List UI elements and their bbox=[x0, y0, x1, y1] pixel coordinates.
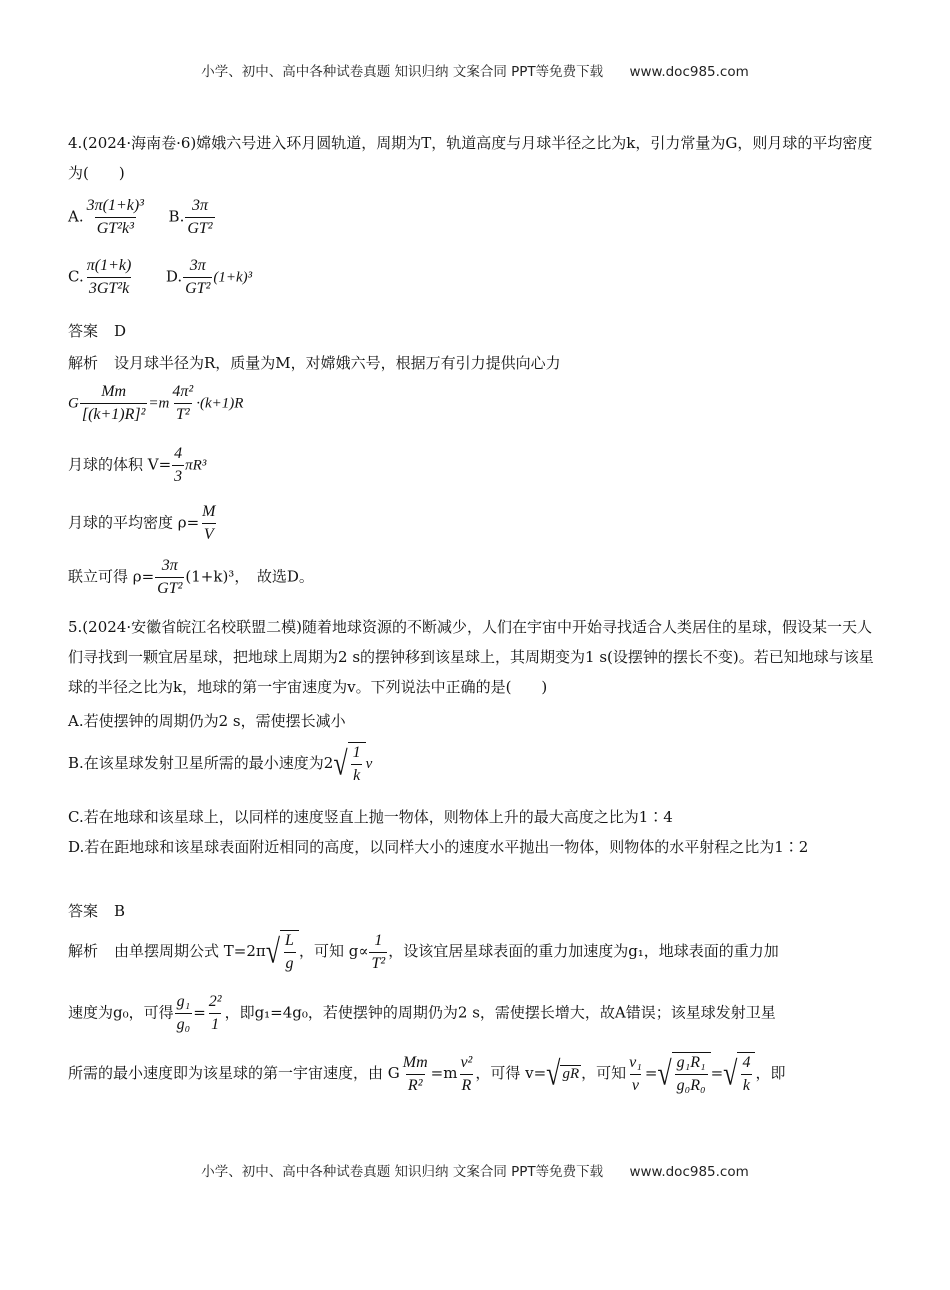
page-header bbox=[0, 60, 950, 80]
q4-volume-tail: πR³ bbox=[185, 457, 207, 474]
q4-option-b-fraction bbox=[185, 196, 214, 239]
q4-option-a-num: 3π(1+k)³ bbox=[86, 197, 144, 214]
q4-option-b-label: B. bbox=[168, 207, 185, 226]
q4-analysis-label: 解析 bbox=[68, 354, 99, 372]
q4-density-den: V bbox=[202, 523, 216, 545]
q4-option-b-den: GT² bbox=[185, 217, 214, 239]
footer-text: 小学、初中、高中各种试卷真题 知识归纳 文案合同 PPT等免费下载 bbox=[201, 1164, 604, 1180]
q4-options-cd bbox=[68, 256, 252, 299]
q5-a3-mid: ，可得 v= bbox=[475, 1064, 547, 1082]
q4-density-num: M bbox=[202, 503, 216, 520]
q4-result-line bbox=[68, 556, 314, 599]
q4-eq1-tail: ·(k+1)R bbox=[196, 395, 244, 412]
q5-a1-den2: T² bbox=[369, 952, 387, 974]
q5-a1-frac2 bbox=[369, 931, 387, 974]
q4-eq1-prefix: G bbox=[68, 395, 79, 412]
q4-density-frac bbox=[200, 502, 217, 545]
q5-option-b-den: k bbox=[351, 764, 362, 786]
q4-stem: 4.(2024·海南卷·6)嫦娥六号进入环月圆轨道，周期为T，轨道高度与月球半径之比为k，引力常量为G，则月球的平均密度为( ) bbox=[68, 134, 873, 182]
q4-volume-line bbox=[68, 444, 206, 487]
q5-a2-frac2 bbox=[207, 992, 224, 1035]
q4-option-c-fraction bbox=[85, 256, 134, 299]
q5-a1-den: g bbox=[284, 952, 296, 974]
q4-option-d-fraction bbox=[183, 256, 212, 299]
q5-a3-eq: =m bbox=[430, 1064, 458, 1082]
q5-a3-frac bbox=[401, 1053, 430, 1096]
q5-a2-num2: 2² bbox=[208, 993, 222, 1010]
q5-a3-num4: g₁R₁ bbox=[676, 1054, 706, 1071]
q5-a3-den2: R bbox=[460, 1074, 474, 1096]
q5-a2-num: g₁ bbox=[176, 993, 191, 1010]
q5-answer bbox=[68, 900, 125, 921]
q5-option-b-num: 1 bbox=[352, 744, 361, 761]
q5-analysis-label: 解析 bbox=[68, 942, 99, 960]
page-footer bbox=[0, 1160, 950, 1180]
footer-url[interactable]: www.doc985.com bbox=[629, 1164, 749, 1180]
q5-a3-frac3 bbox=[627, 1053, 644, 1096]
q5-a3-radical2: √ $\frac{\text{g₁R₁}}{\text{g₀R₀}}$ bbox=[657, 1052, 710, 1096]
q4-result-den: GT² bbox=[155, 577, 184, 599]
q5-option-b-prefix: B.在该星球发射卫星所需的最小速度为2 bbox=[68, 754, 334, 772]
q5-analysis-line1 bbox=[68, 930, 779, 974]
q5-a3-num5: 4 bbox=[742, 1054, 751, 1071]
q5-analysis-line2 bbox=[68, 992, 776, 1035]
q4-option-c-num: π(1+k) bbox=[86, 257, 132, 274]
q5-a3-tail: ，即 bbox=[755, 1064, 786, 1082]
q4-option-b-num: 3π bbox=[191, 197, 208, 214]
q4-option-d-tail: (1+k)³ bbox=[213, 269, 253, 286]
q4-option-c-label: C. bbox=[68, 267, 84, 286]
q4-eq1-frac bbox=[80, 382, 148, 425]
q4-result-tail: (1+k)³， 故选D。 bbox=[185, 567, 314, 586]
q4-option-c-den: 3GT²k bbox=[87, 277, 131, 299]
q5-answer-value: B bbox=[114, 902, 126, 920]
q5-a3-den4: g₀R₀ bbox=[675, 1074, 708, 1096]
q5-a1-mid: ，可知 g∝ bbox=[298, 942, 369, 960]
q4-density-line bbox=[68, 502, 218, 545]
q4-result-frac bbox=[155, 556, 184, 599]
q4-option-d-label: D. bbox=[165, 267, 183, 286]
q5-a3-rad-body: gR bbox=[562, 1066, 580, 1082]
q5-a3-prefix: 所需的最小速度即为该星球的第一宇宙速度，由 G bbox=[68, 1064, 400, 1082]
q5-a1-frac bbox=[283, 931, 296, 974]
header-url[interactable]: www.doc985.com bbox=[629, 64, 749, 80]
q5-option-d: D.若在距地球和该星球表面附近相同的高度，以同样大小的速度水平抛出一物体，则物体的水平射程之比为1∶2 bbox=[68, 838, 809, 856]
q5-a2-frac bbox=[175, 992, 193, 1035]
q4-equation-1 bbox=[68, 382, 243, 425]
q5-a3-frac2 bbox=[458, 1053, 474, 1096]
q4-analysis-line1 bbox=[68, 352, 561, 373]
q4-options-ab bbox=[68, 196, 216, 239]
q4-option-a-den: GT²k³ bbox=[95, 217, 136, 239]
q4-density-prefix: 月球的平均密度 ρ= bbox=[68, 513, 200, 532]
q4-eq1-frac2 bbox=[170, 382, 195, 425]
q5-a3-radical3: √ $\frac{4}{k}$ bbox=[723, 1052, 755, 1096]
q5-a2-tail: ，即g₁=4g₀，若使摆钟的周期仍为2 s，需使摆长增大，故A错误；该星球发射卫星 bbox=[224, 1003, 776, 1022]
q4-volume-frac bbox=[172, 444, 184, 487]
q4-volume-num: 4 bbox=[174, 445, 183, 462]
q5-a3-den: R² bbox=[406, 1074, 425, 1096]
q4-eq1-mid: =m bbox=[148, 395, 170, 412]
q5-a3-num: Mm bbox=[402, 1053, 428, 1071]
q5-option-b-frac bbox=[351, 743, 363, 786]
q4-answer-label: 答案 bbox=[68, 322, 99, 340]
q4-analysis-text: 设月球半径为R，质量为M，对嫦娥六号，根据万有引力提供向心力 bbox=[114, 354, 561, 372]
q4-eq1-num: Mm bbox=[101, 383, 127, 400]
q5-analysis-line3 bbox=[68, 1052, 785, 1096]
q5-a2-eq: = bbox=[193, 1003, 206, 1022]
q4-option-a-fraction bbox=[85, 196, 146, 239]
q5-a3-frac5 bbox=[740, 1053, 752, 1096]
q5-option-b-radical: √ $\frac{1}{k}$ bbox=[333, 742, 365, 786]
q4-volume-prefix: 月球的体积 V= bbox=[68, 455, 172, 474]
q4-result-prefix: 联立可得 ρ= bbox=[68, 567, 155, 586]
q4-eq1-den2: T² bbox=[174, 403, 192, 425]
q5-a3-mid2: ，可知 bbox=[581, 1064, 627, 1082]
q5-stem: 5.(2024·安徽省皖江名校联盟二模)随着地球资源的不断减少，人们在宇宙中开始寻找适合人类居住的星球，假设某一天人们寻找到一颗宜居星球，把地球上周期为2 s的摆钟移到该星球上，其周期变为1 s(设摆钟的摆长不变)。若已知地球与该星球的半径之比为k，地球的第一宇宙速度为v。下列说法中正确的是( ) bbox=[68, 618, 874, 696]
q4-option-a-label: A. bbox=[68, 207, 84, 226]
q5-a2-den2: 1 bbox=[209, 1013, 221, 1035]
q5-option-c: C.若在地球和该星球上，以同样的速度竖直上抛一物体，则物体上升的最大高度之比为1∶4 bbox=[68, 808, 673, 826]
q5-a3-num3: v₁ bbox=[629, 1053, 642, 1071]
q4-eq1-num2: 4π² bbox=[172, 383, 194, 400]
q5-a1-num2: 1 bbox=[374, 931, 383, 949]
q4-option-d-den: GT² bbox=[183, 277, 212, 299]
q4-answer bbox=[68, 320, 126, 341]
q5-a3-den5: k bbox=[741, 1074, 752, 1096]
q5-a3-den3: v bbox=[630, 1074, 641, 1096]
q5-option-a: A.若使摆钟的周期仍为2 s，需使摆长减小 bbox=[68, 712, 346, 730]
q5-a3-frac4 bbox=[675, 1053, 708, 1096]
q5-answer-label: 答案 bbox=[68, 902, 99, 920]
header-text: 小学、初中、高中各种试卷真题 知识归纳 文案合同 PPT等免费下载 bbox=[201, 64, 604, 80]
q5-a2-prefix: 速度为g₀，可得 bbox=[68, 1003, 174, 1022]
q5-a1-num: L bbox=[285, 932, 294, 949]
q5-a3-eq2: = bbox=[644, 1064, 658, 1082]
q4-result-num: 3π bbox=[161, 557, 178, 574]
q4-eq1-den: [(k+1)R]² bbox=[80, 403, 148, 425]
q5-a2-den: g₀ bbox=[175, 1013, 193, 1035]
q5-a3-radical: √ gR bbox=[546, 1054, 580, 1093]
q5-a3-eq3: = bbox=[710, 1064, 724, 1082]
q5-a1-tail: ，设该宜居星球表面的重力加速度为g₁，地球表面的重力加 bbox=[388, 942, 779, 960]
q5-a3-num2: v² bbox=[460, 1053, 473, 1071]
q5-a1-prefix: 由单摆周期公式 T=2π bbox=[114, 942, 266, 960]
q5-a1-radical: √ $\frac{L}{g}$ bbox=[266, 930, 299, 974]
q4-option-d-num: 3π bbox=[189, 257, 206, 274]
q5-option-b bbox=[68, 742, 372, 786]
q4-answer-value: D bbox=[114, 322, 127, 340]
q4-volume-den: 3 bbox=[172, 465, 184, 487]
q5-option-b-tail: v bbox=[365, 756, 373, 772]
